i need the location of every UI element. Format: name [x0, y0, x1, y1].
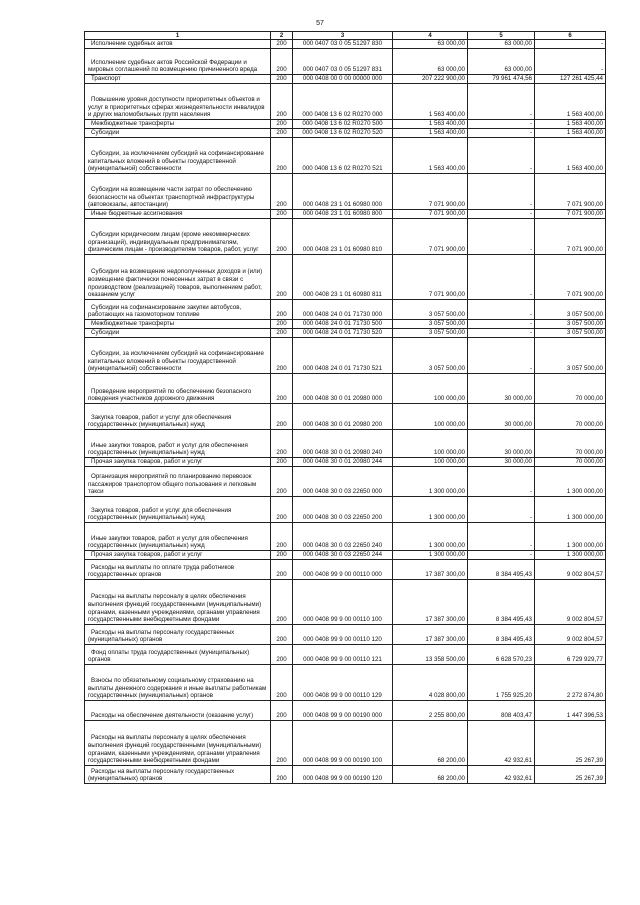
row-approved-amount-cell: 1 563 400,00 — [393, 138, 468, 174]
row-code-cell: 200 — [271, 721, 293, 766]
row-code-cell: 200 — [271, 329, 293, 338]
row-approved-amount-cell: 4 028 800,00 — [393, 665, 468, 701]
row-classification-code-cell: 000 0408 99 9 00 00190 000 — [293, 701, 393, 721]
table-row — [85, 40, 606, 49]
row-code-cell: 200 — [271, 665, 293, 701]
table-row — [85, 129, 606, 138]
row-name-cell: Расходы на выплаты персоналу государственных (муниципальных) органов — [85, 625, 271, 645]
row-code-cell: 200 — [271, 467, 293, 497]
row-classification-code-cell: 000 0408 30 0 01 20980 200 — [293, 404, 393, 430]
row-code-cell: 200 — [271, 75, 293, 84]
row-code-cell: 200 — [271, 560, 293, 580]
row-executed-amount-cell: - — [468, 138, 535, 174]
table-row — [85, 560, 606, 580]
row-code-cell: 200 — [271, 458, 293, 467]
row-name-cell: Закупка товаров, работ и услуг для обеспечения государственных (муниципальных) нужд — [85, 497, 271, 523]
row-approved-amount-cell: 17 387 300,00 — [393, 580, 468, 625]
row-code-cell: 200 — [271, 174, 293, 210]
table-row — [85, 75, 606, 84]
row-classification-code-cell: 000 0407 03 0 05 51297 831 — [293, 49, 393, 75]
row-code-cell: 200 — [271, 84, 293, 120]
table-row — [85, 255, 606, 300]
table-row — [85, 645, 606, 665]
row-code-cell: 200 — [271, 138, 293, 174]
row-approved-amount-cell: 3 057 500,00 — [393, 338, 468, 374]
row-classification-code-cell: 000 0407 03 0 05 51297 830 — [293, 40, 393, 49]
row-executed-amount-cell: - — [468, 523, 535, 551]
row-executed-amount-cell: - — [468, 219, 535, 255]
row-approved-amount-cell: 207 222 900,00 — [393, 75, 468, 84]
row-remaining-amount-cell: 9 002 804,57 — [535, 560, 606, 580]
row-name-cell: Расходы на выплаты персоналу государственных (муниципальных) органов — [85, 766, 271, 784]
row-remaining-amount-cell: - — [535, 49, 606, 75]
row-name-cell: Субсидии — [85, 329, 271, 338]
row-remaining-amount-cell: 1 563 400,00 — [535, 84, 606, 120]
row-code-cell: 200 — [271, 701, 293, 721]
row-executed-amount-cell: 8 384 495,43 — [468, 625, 535, 645]
row-name-cell: Закупка товаров, работ и услуг для обеспечения государственных (муниципальных) нужд — [85, 404, 271, 430]
row-executed-amount-cell: 6 628 570,23 — [468, 645, 535, 665]
header-cell: 2 — [271, 32, 293, 40]
row-approved-amount-cell: 63 000,00 — [393, 49, 468, 75]
row-code-cell: 200 — [271, 49, 293, 75]
row-executed-amount-cell: 42 932,61 — [468, 766, 535, 784]
row-remaining-amount-cell: 7 071 900,00 — [535, 255, 606, 300]
table-row — [85, 766, 606, 784]
row-code-cell: 200 — [271, 219, 293, 255]
row-remaining-amount-cell: 25 267,39 — [535, 766, 606, 784]
row-remaining-amount-cell: - — [535, 40, 606, 49]
row-remaining-amount-cell: 1 300 000,00 — [535, 551, 606, 560]
table-row — [85, 458, 606, 467]
row-approved-amount-cell: 63 000,00 — [393, 40, 468, 49]
table-row — [85, 174, 606, 210]
table-row — [85, 338, 606, 374]
row-code-cell: 200 — [271, 580, 293, 625]
table-row — [85, 721, 606, 766]
row-remaining-amount-cell: 1 563 400,00 — [535, 129, 606, 138]
row-name-cell: Субсидии на возмещение недополученных доходов и (или) возмещение фактически понесенных затрат в связи с производством (реализацией) товаров, выполнением работ, оказанием услуг — [85, 255, 271, 300]
row-code-cell: 200 — [271, 320, 293, 329]
row-classification-code-cell: 000 0408 13 6 02 R0270 000 — [293, 84, 393, 120]
table-row — [85, 219, 606, 255]
row-name-cell: Межбюджетные трансферты — [85, 320, 271, 329]
row-executed-amount-cell: - — [468, 210, 535, 219]
row-remaining-amount-cell: 1 447 396,53 — [535, 701, 606, 721]
row-remaining-amount-cell: 3 057 500,00 — [535, 320, 606, 329]
row-classification-code-cell: 000 0408 30 0 03 22650 000 — [293, 467, 393, 497]
row-approved-amount-cell: 17 387 300,00 — [393, 625, 468, 645]
row-code-cell: 200 — [271, 497, 293, 523]
row-remaining-amount-cell: 127 261 425,44 — [535, 75, 606, 84]
row-approved-amount-cell: 100 000,00 — [393, 374, 468, 404]
row-code-cell: 200 — [271, 129, 293, 138]
row-approved-amount-cell: 100 000,00 — [393, 458, 468, 467]
row-name-cell: Организация мероприятий по планированию перевозок пассажиров транспортом общего пользования и легковым такси — [85, 467, 271, 497]
table-row — [85, 467, 606, 497]
row-approved-amount-cell: 7 071 900,00 — [393, 219, 468, 255]
row-code-cell: 200 — [271, 430, 293, 458]
row-classification-code-cell: 000 0408 30 0 01 20980 244 — [293, 458, 393, 467]
row-remaining-amount-cell: 3 057 500,00 — [535, 329, 606, 338]
row-name-cell: Прочая закупка товаров, работ и услуг — [85, 551, 271, 560]
row-approved-amount-cell: 1 563 400,00 — [393, 120, 468, 129]
row-remaining-amount-cell: 1 300 000,00 — [535, 523, 606, 551]
row-approved-amount-cell: 1 300 000,00 — [393, 467, 468, 497]
row-classification-code-cell: 000 0408 23 1 01 60980 000 — [293, 174, 393, 210]
row-name-cell: Прочая закупка товаров, работ и услуг — [85, 458, 271, 467]
table-row — [85, 374, 606, 404]
row-classification-code-cell: 000 0408 99 9 00 00110 100 — [293, 580, 393, 625]
row-code-cell: 200 — [271, 645, 293, 665]
row-remaining-amount-cell: 1 563 400,00 — [535, 120, 606, 129]
row-remaining-amount-cell: 9 002 804,57 — [535, 580, 606, 625]
table-row — [85, 665, 606, 701]
table-row — [85, 523, 606, 551]
row-remaining-amount-cell: 3 057 500,00 — [535, 338, 606, 374]
row-classification-code-cell: 000 0408 24 0 01 71730 000 — [293, 300, 393, 320]
row-approved-amount-cell: 7 071 900,00 — [393, 255, 468, 300]
header-cell: 6 — [535, 32, 606, 40]
row-classification-code-cell: 000 0408 99 9 00 00190 100 — [293, 721, 393, 766]
row-executed-amount-cell: - — [468, 255, 535, 300]
row-name-cell: Исполнение судебных актов Российской Федерации и мировых соглашений по возмещению причиненного вреда — [85, 49, 271, 75]
table-row — [85, 138, 606, 174]
row-executed-amount-cell: 30 000,00 — [468, 458, 535, 467]
row-approved-amount-cell: 68 200,00 — [393, 721, 468, 766]
row-executed-amount-cell: - — [468, 329, 535, 338]
row-executed-amount-cell: 30 000,00 — [468, 404, 535, 430]
row-approved-amount-cell: 68 200,00 — [393, 766, 468, 784]
row-remaining-amount-cell: 6 729 929,77 — [535, 645, 606, 665]
row-classification-code-cell: 000 0408 30 0 01 20980 240 — [293, 430, 393, 458]
row-name-cell: Иные закупки товаров, работ и услуг для обеспечения государственных (муниципальных) нужд — [85, 430, 271, 458]
row-name-cell: Субсидии, за исключением субсидий на софинансирование капитальных вложений в объекты государственной (муниципальной) собственности — [85, 338, 271, 374]
row-code-cell: 200 — [271, 551, 293, 560]
row-executed-amount-cell: - — [468, 467, 535, 497]
table-row — [85, 551, 606, 560]
row-executed-amount-cell: 30 000,00 — [468, 430, 535, 458]
row-classification-code-cell: 000 0408 13 6 02 R0270 520 — [293, 129, 393, 138]
row-executed-amount-cell: - — [468, 129, 535, 138]
row-code-cell: 200 — [271, 766, 293, 784]
row-code-cell: 200 — [271, 523, 293, 551]
header-cell: 1 — [85, 32, 271, 40]
row-remaining-amount-cell: 25 267,39 — [535, 721, 606, 766]
row-remaining-amount-cell: 7 071 900,00 — [535, 210, 606, 219]
row-remaining-amount-cell: 1 300 000,00 — [535, 497, 606, 523]
row-executed-amount-cell: 63 000,00 — [468, 49, 535, 75]
row-classification-code-cell: 000 0408 23 1 01 60980 811 — [293, 255, 393, 300]
table-row — [85, 300, 606, 320]
row-classification-code-cell: 000 0408 99 9 00 00110 129 — [293, 665, 393, 701]
row-name-cell: Взносы по обязательному социальному страхованию на выплаты денежного содержания и иные выплаты работникам государственных (муниципальных) органов — [85, 665, 271, 701]
row-name-cell: Фонд оплаты труда государственных (муниципальных) органов — [85, 645, 271, 665]
row-approved-amount-cell: 1 300 000,00 — [393, 551, 468, 560]
row-name-cell: Расходы на обеспечение деятельности (оказание услуг) — [85, 701, 271, 721]
row-name-cell: Субсидии юридическим лицам (кроме некоммерческих организаций), индивидуальным предпринимателям, физическим лицам - производителям товаров, работ, услуг — [85, 219, 271, 255]
row-executed-amount-cell: 8 384 495,43 — [468, 580, 535, 625]
table-row — [85, 404, 606, 430]
header-cell: 4 — [393, 32, 468, 40]
page-number: 57 — [316, 20, 324, 27]
table-row — [85, 625, 606, 645]
row-remaining-amount-cell: 70 000,00 — [535, 374, 606, 404]
row-remaining-amount-cell: 1 300 000,00 — [535, 467, 606, 497]
row-name-cell: Субсидии — [85, 129, 271, 138]
row-classification-code-cell: 000 0408 13 6 02 R0270 521 — [293, 138, 393, 174]
row-remaining-amount-cell: 7 071 900,00 — [535, 174, 606, 210]
table-row — [85, 580, 606, 625]
row-executed-amount-cell: 42 932,61 — [468, 721, 535, 766]
row-name-cell: Транспорт — [85, 75, 271, 84]
row-code-cell: 200 — [271, 625, 293, 645]
row-remaining-amount-cell: 70 000,00 — [535, 430, 606, 458]
row-code-cell: 200 — [271, 404, 293, 430]
row-executed-amount-cell: - — [468, 338, 535, 374]
row-approved-amount-cell: 1 300 000,00 — [393, 523, 468, 551]
row-code-cell: 200 — [271, 40, 293, 49]
row-name-cell: Межбюджетные трансферты — [85, 120, 271, 129]
row-name-cell: Субсидии на возмещение части затрат по обеспечению безопасности на объектах транспортной инфраструктуры (автовокзалы, автостанции) — [85, 174, 271, 210]
row-executed-amount-cell: - — [468, 120, 535, 129]
row-executed-amount-cell: 30 000,00 — [468, 374, 535, 404]
table-header-row — [85, 32, 606, 40]
row-classification-code-cell: 000 0408 30 0 03 22650 200 — [293, 497, 393, 523]
row-classification-code-cell: 000 0408 30 0 03 22650 244 — [293, 551, 393, 560]
header-cell: 5 — [468, 32, 535, 40]
row-executed-amount-cell: - — [468, 84, 535, 120]
row-executed-amount-cell: - — [468, 497, 535, 523]
row-name-cell: Иные закупки товаров, работ и услуг для обеспечения государственных (муниципальных) нужд — [85, 523, 271, 551]
row-remaining-amount-cell: 9 002 804,57 — [535, 625, 606, 645]
row-remaining-amount-cell: 7 071 900,00 — [535, 219, 606, 255]
row-approved-amount-cell: 100 000,00 — [393, 430, 468, 458]
table-row — [85, 701, 606, 721]
row-classification-code-cell: 000 0408 99 9 00 00110 121 — [293, 645, 393, 665]
table-row — [85, 210, 606, 219]
row-name-cell: Исполнение судебных актов — [85, 40, 271, 49]
row-name-cell: Субсидии, за исключением субсидий на софинансирование капитальных вложений в объекты государственной (муниципальной) собственности — [85, 138, 271, 174]
row-executed-amount-cell: - — [468, 551, 535, 560]
table-row — [85, 329, 606, 338]
row-code-cell: 200 — [271, 374, 293, 404]
table-row — [85, 49, 606, 75]
row-code-cell: 200 — [271, 300, 293, 320]
row-classification-code-cell: 000 0408 23 1 01 60980 800 — [293, 210, 393, 219]
row-classification-code-cell: 000 0408 13 6 02 R0270 500 — [293, 120, 393, 129]
row-approved-amount-cell: 13 358 500,00 — [393, 645, 468, 665]
row-classification-code-cell: 000 0408 00 0 00 00000 000 — [293, 75, 393, 84]
row-classification-code-cell: 000 0408 99 9 00 00110 120 — [293, 625, 393, 645]
table-row — [85, 120, 606, 129]
row-name-cell: Расходы на выплаты по оплате труда работников государственных органов — [85, 560, 271, 580]
table-row — [85, 430, 606, 458]
row-approved-amount-cell: 17 387 300,00 — [393, 560, 468, 580]
row-name-cell: Расходы на выплаты персоналу в целях обеспечения выполнения функций государственными (муниципальными) органами, казенными учреждениями, органами управления государственными внебюджетными фондами — [85, 721, 271, 766]
row-approved-amount-cell: 3 057 500,00 — [393, 300, 468, 320]
row-classification-code-cell: 000 0408 30 0 03 22650 240 — [293, 523, 393, 551]
row-remaining-amount-cell: 70 000,00 — [535, 404, 606, 430]
row-classification-code-cell: 000 0408 23 1 01 60980 810 — [293, 219, 393, 255]
row-classification-code-cell: 000 0408 24 0 01 71730 521 — [293, 338, 393, 374]
row-approved-amount-cell: 3 057 500,00 — [393, 320, 468, 329]
row-approved-amount-cell: 1 300 000,00 — [393, 497, 468, 523]
row-name-cell: Субсидии на софинансирование закупки автобусов, работающих на газомоторном топливе — [85, 300, 271, 320]
row-remaining-amount-cell: 70 000,00 — [535, 458, 606, 467]
row-remaining-amount-cell: 1 563 400,00 — [535, 138, 606, 174]
row-code-cell: 200 — [271, 338, 293, 374]
row-name-cell: Проведение мероприятий по обеспечению безопасного поведения участников дорожного движения — [85, 374, 271, 404]
row-classification-code-cell: 000 0408 99 9 00 00110 000 — [293, 560, 393, 580]
row-executed-amount-cell: - — [468, 320, 535, 329]
row-approved-amount-cell: 1 563 400,00 — [393, 84, 468, 120]
row-classification-code-cell: 000 0408 30 0 01 20980 000 — [293, 374, 393, 404]
row-name-cell: Иные бюджетные ассигнования — [85, 210, 271, 219]
row-executed-amount-cell: 808 403,47 — [468, 701, 535, 721]
row-remaining-amount-cell: 2 272 874,80 — [535, 665, 606, 701]
header-cell: 3 — [293, 32, 393, 40]
row-executed-amount-cell: 1 755 925,20 — [468, 665, 535, 701]
row-approved-amount-cell: 1 563 400,00 — [393, 129, 468, 138]
row-executed-amount-cell: 79 961 474,56 — [468, 75, 535, 84]
table-row — [85, 320, 606, 329]
row-code-cell: 200 — [271, 210, 293, 219]
row-approved-amount-cell: 7 071 900,00 — [393, 174, 468, 210]
row-classification-code-cell: 000 0408 24 0 01 71730 500 — [293, 320, 393, 329]
row-classification-code-cell: 000 0408 99 9 00 00190 120 — [293, 766, 393, 784]
row-approved-amount-cell: 100 000,00 — [393, 404, 468, 430]
row-executed-amount-cell: - — [468, 174, 535, 210]
row-approved-amount-cell: 3 057 500,00 — [393, 329, 468, 338]
row-approved-amount-cell: 2 255 800,00 — [393, 701, 468, 721]
budget-execution-table — [84, 31, 606, 784]
row-name-cell: Повышение уровня доступности приоритетных объектов и услуг в приоритетных сферах жизнедеятельности инвалидов и других маломобильных групп населения — [85, 84, 271, 120]
row-approved-amount-cell: 7 071 900,00 — [393, 210, 468, 219]
row-code-cell: 200 — [271, 120, 293, 129]
row-remaining-amount-cell: 3 057 500,00 — [535, 300, 606, 320]
row-executed-amount-cell: - — [468, 300, 535, 320]
row-classification-code-cell: 000 0408 24 0 01 71730 520 — [293, 329, 393, 338]
row-name-cell: Расходы на выплаты персоналу в целях обеспечения выполнения функций государственными (муниципальными) органами, казенными учреждениями, органами управления государственными внебюджетными фондами — [85, 580, 271, 625]
row-executed-amount-cell: 63 000,00 — [468, 40, 535, 49]
row-code-cell: 200 — [271, 255, 293, 300]
table-row — [85, 497, 606, 523]
row-executed-amount-cell: 8 384 495,43 — [468, 560, 535, 580]
table-row — [85, 84, 606, 120]
